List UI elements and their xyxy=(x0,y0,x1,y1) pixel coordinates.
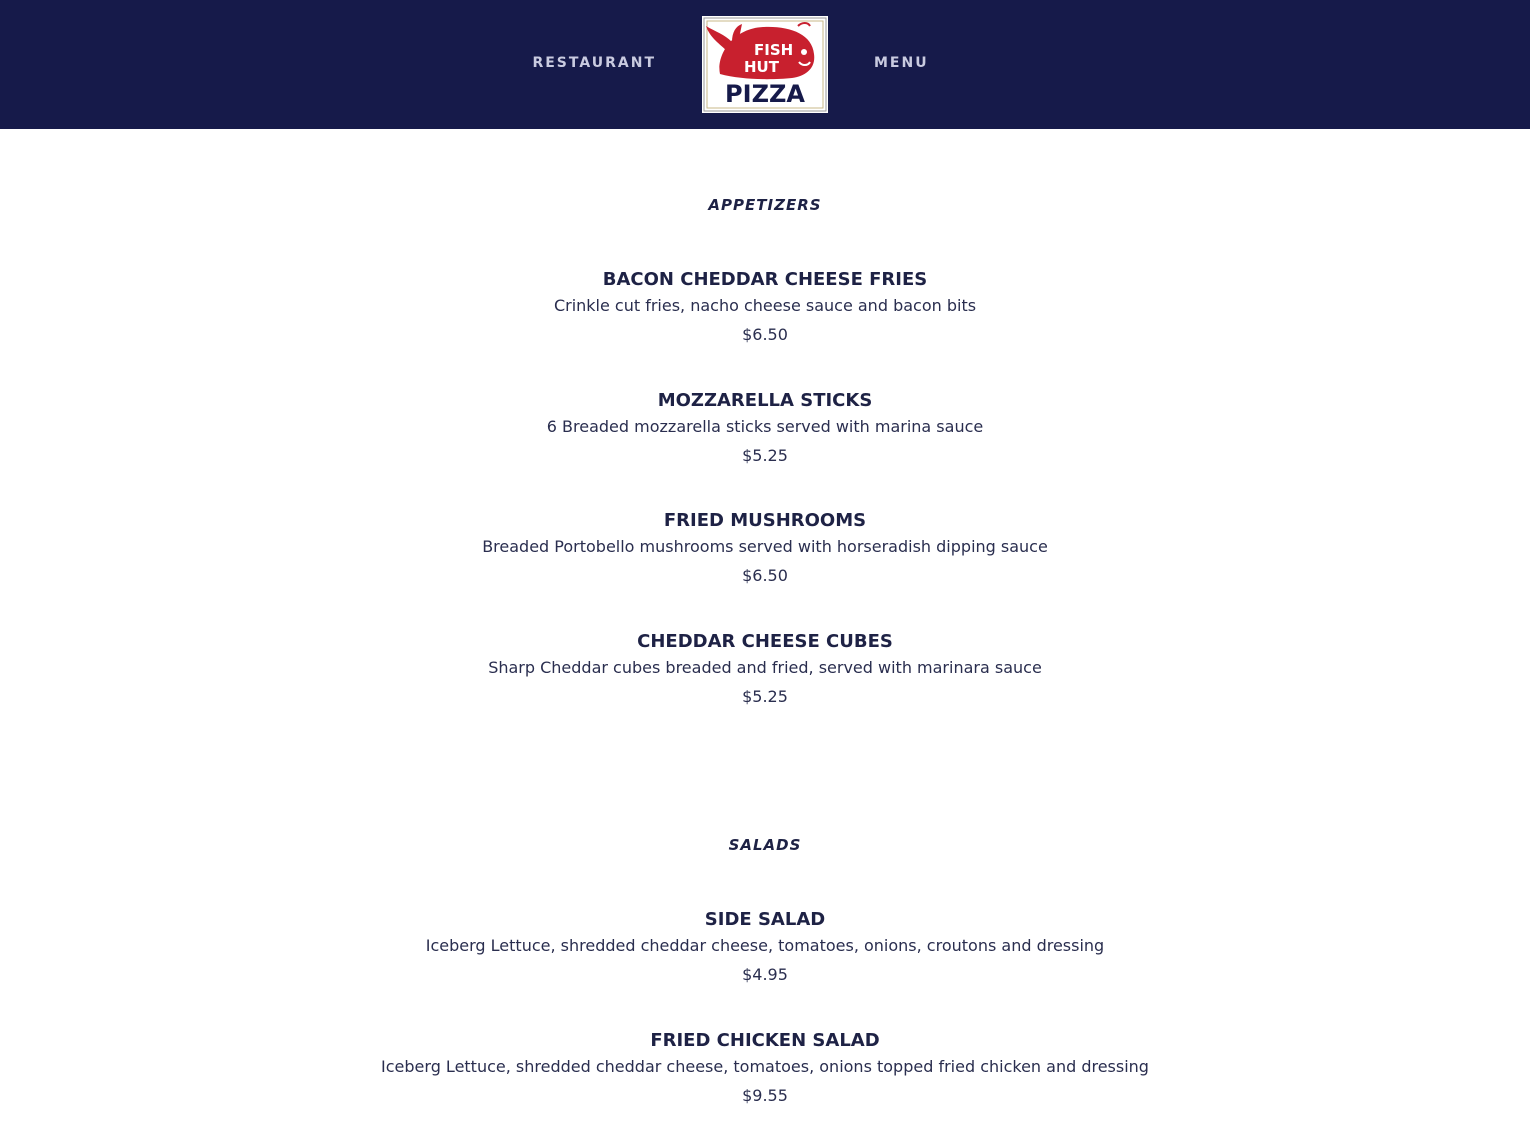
item-name: FRIED CHICKEN SALAD xyxy=(650,1030,880,1051)
logo-graphic xyxy=(702,16,828,113)
item-price: $6.50 xyxy=(742,566,788,585)
fish-hut-pizza-logo[interactable] xyxy=(702,16,828,113)
nav-link-restaurant[interactable]: RESTAURANT xyxy=(532,55,656,71)
section-title-appetizers: APPETIZERS xyxy=(708,196,822,214)
item-description: Iceberg Lettuce, shredded cheddar cheese, tomatoes, onions topped fried chicken and dressing xyxy=(381,1057,1149,1076)
logo-word-fish: FISH xyxy=(754,41,794,59)
item-description: 6 Breaded mozzarella sticks served with marina sauce xyxy=(546,417,984,436)
item-price: $6.50 xyxy=(742,325,788,344)
item-description: Breaded Portobello mushrooms served with horseradish dipping sauce xyxy=(482,537,1048,556)
site-header xyxy=(0,0,1530,129)
menu-item xyxy=(0,908,1530,986)
item-price: $5.25 xyxy=(742,687,788,706)
item-description: Sharp Cheddar cubes breaded and fried, served with marinara sauce xyxy=(488,658,1042,677)
item-name: SIDE SALAD xyxy=(704,909,826,930)
item-price: $5.25 xyxy=(742,446,788,465)
item-name: CHEDDAR CHEESE CUBES xyxy=(637,631,893,652)
item-price: $9.55 xyxy=(742,1086,788,1105)
item-name: FRIED MUSHROOMS xyxy=(663,510,867,531)
item-description: Crinkle cut fries, nacho cheese sauce and bacon bits xyxy=(553,296,977,315)
logo-word-pizza: PIZZA xyxy=(725,80,805,108)
item-name: BACON CHEDDAR CHEESE FRIES xyxy=(602,269,928,290)
menu-item xyxy=(0,1029,1530,1107)
menu-item xyxy=(0,509,1530,587)
item-description: Iceberg Lettuce, shredded cheddar cheese, tomatoes, onions, croutons and dressing xyxy=(425,936,1105,955)
menu-item xyxy=(0,630,1530,708)
logo-word-hut: HUT xyxy=(744,58,779,76)
menu-item xyxy=(0,268,1530,346)
section-title-salads: SALADS xyxy=(728,836,802,854)
menu-item xyxy=(0,389,1530,467)
item-price: $4.95 xyxy=(742,965,788,984)
nav-link-menu[interactable]: MENU xyxy=(874,55,929,71)
item-name: MOZZARELLA STICKS xyxy=(657,390,873,411)
